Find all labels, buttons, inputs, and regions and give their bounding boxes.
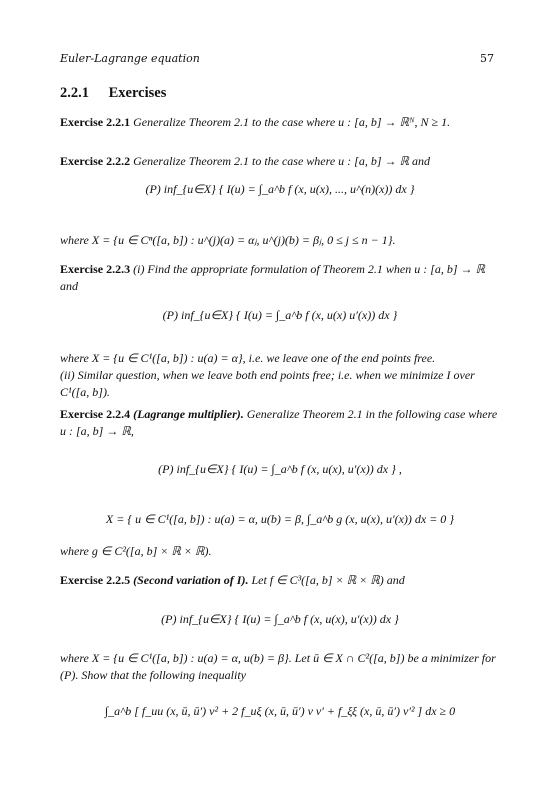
- section-title: Exercises: [108, 85, 167, 101]
- exercise-bold-title: (Lagrange multiplier).: [133, 407, 244, 421]
- exercise-label: Exercise 2.2.5: [60, 573, 131, 587]
- equation-2-2-5-inequality: ∫_a^b [ f_uu (x, ū, ū′) v² + 2 f_uξ (x, ū, ū′) v v′ + f_ξξ (x, ū, ū′) v′² ] dx ≥ 0: [104, 704, 456, 718]
- equation-2-2-3: (P) inf_{u∈X} { I(u) = ∫_a^b f (x, u(x) u′(x)) dx }: [162, 308, 398, 322]
- exercise-2-2-1: [60, 114, 500, 131]
- exercise-text: Generalize Theorem 2.1 to the case where u : [a, b] → ℝ and: [133, 154, 431, 168]
- exercise-2-2-3-after: where X = {u ∈ C¹([a, b]) : u(a) = α}, i.e. we leave one of the end points free.: [60, 351, 436, 365]
- exercise-text: Generalize Theorem 2.1 to the case where u : [a, b] → ℝᴺ, N ≥ 1.: [133, 115, 451, 129]
- exercise-bold-title: (Second variation of I).: [133, 573, 249, 587]
- exercise-2-2-3-after2: (ii) Similar question, when we leave both end points free; i.e. when we minimize I over C¹([a, b]).: [60, 368, 475, 399]
- exercise-2-2-2-after: where X = {u ∈ Cⁿ([a, b]) : u^(j)(a) = αⱼ, u^(j)(b) = βⱼ, 0 ≤ j ≤ n − 1}.: [60, 233, 396, 247]
- exercise-text: Generalize Theorem 2.1 in the following case where u : [a, b] → ℝ,: [60, 407, 498, 438]
- exercise-label: Exercise 2.2.4: [60, 407, 131, 421]
- exercise-text: Let f ∈ C³([a, b] × ℝ × ℝ) and: [251, 573, 405, 587]
- running-title: Euler-Lagrange equation: [60, 52, 200, 65]
- section-number: 2.2.1: [60, 85, 89, 101]
- equation-2-2-4-constraint: X = { u ∈ C¹([a, b]) : u(a) = α, u(b) = β, ∫_a^b g (x, u(x), u′(x)) dx = 0 }: [105, 512, 455, 526]
- exercise-2-2-4-after: where g ∈ C²([a, b] × ℝ × ℝ).: [60, 544, 212, 558]
- running-header: [60, 52, 494, 65]
- section-heading: [60, 85, 166, 102]
- exercise-2-2-5: [60, 572, 500, 589]
- exercise-2-2-3: [60, 261, 500, 295]
- exercise-text: (i) Find the appropriate formulation of Theorem 2.1 when u : [a, b] → ℝ and: [60, 262, 486, 293]
- equation-2-2-5: (P) inf_{u∈X} { I(u) = ∫_a^b f (x, u(x), u′(x)) dx }: [161, 612, 399, 626]
- equation-2-2-4: (P) inf_{u∈X} { I(u) = ∫_a^b f (x, u(x), u′(x)) dx } ,: [158, 462, 402, 476]
- exercise-label: Exercise 2.2.1: [60, 115, 131, 129]
- exercise-label: Exercise 2.2.3: [60, 262, 131, 276]
- exercise-label: Exercise 2.2.2: [60, 154, 131, 168]
- exercise-2-2-5-after: where X = {u ∈ C¹([a, b]) : u(a) = α, u(b) = β}. Let ū ∈ X ∩ C²([a, b]) be a minimizer for (P). Show that the following inequality: [60, 651, 496, 682]
- page-number: 57: [480, 52, 494, 65]
- exercise-2-2-2: [60, 153, 500, 170]
- equation-2-2-2: (P) inf_{u∈X} { I(u) = ∫_a^b f (x, u(x), ..., u^(n)(x)) dx }: [145, 182, 415, 196]
- exercise-2-2-4: [60, 406, 500, 440]
